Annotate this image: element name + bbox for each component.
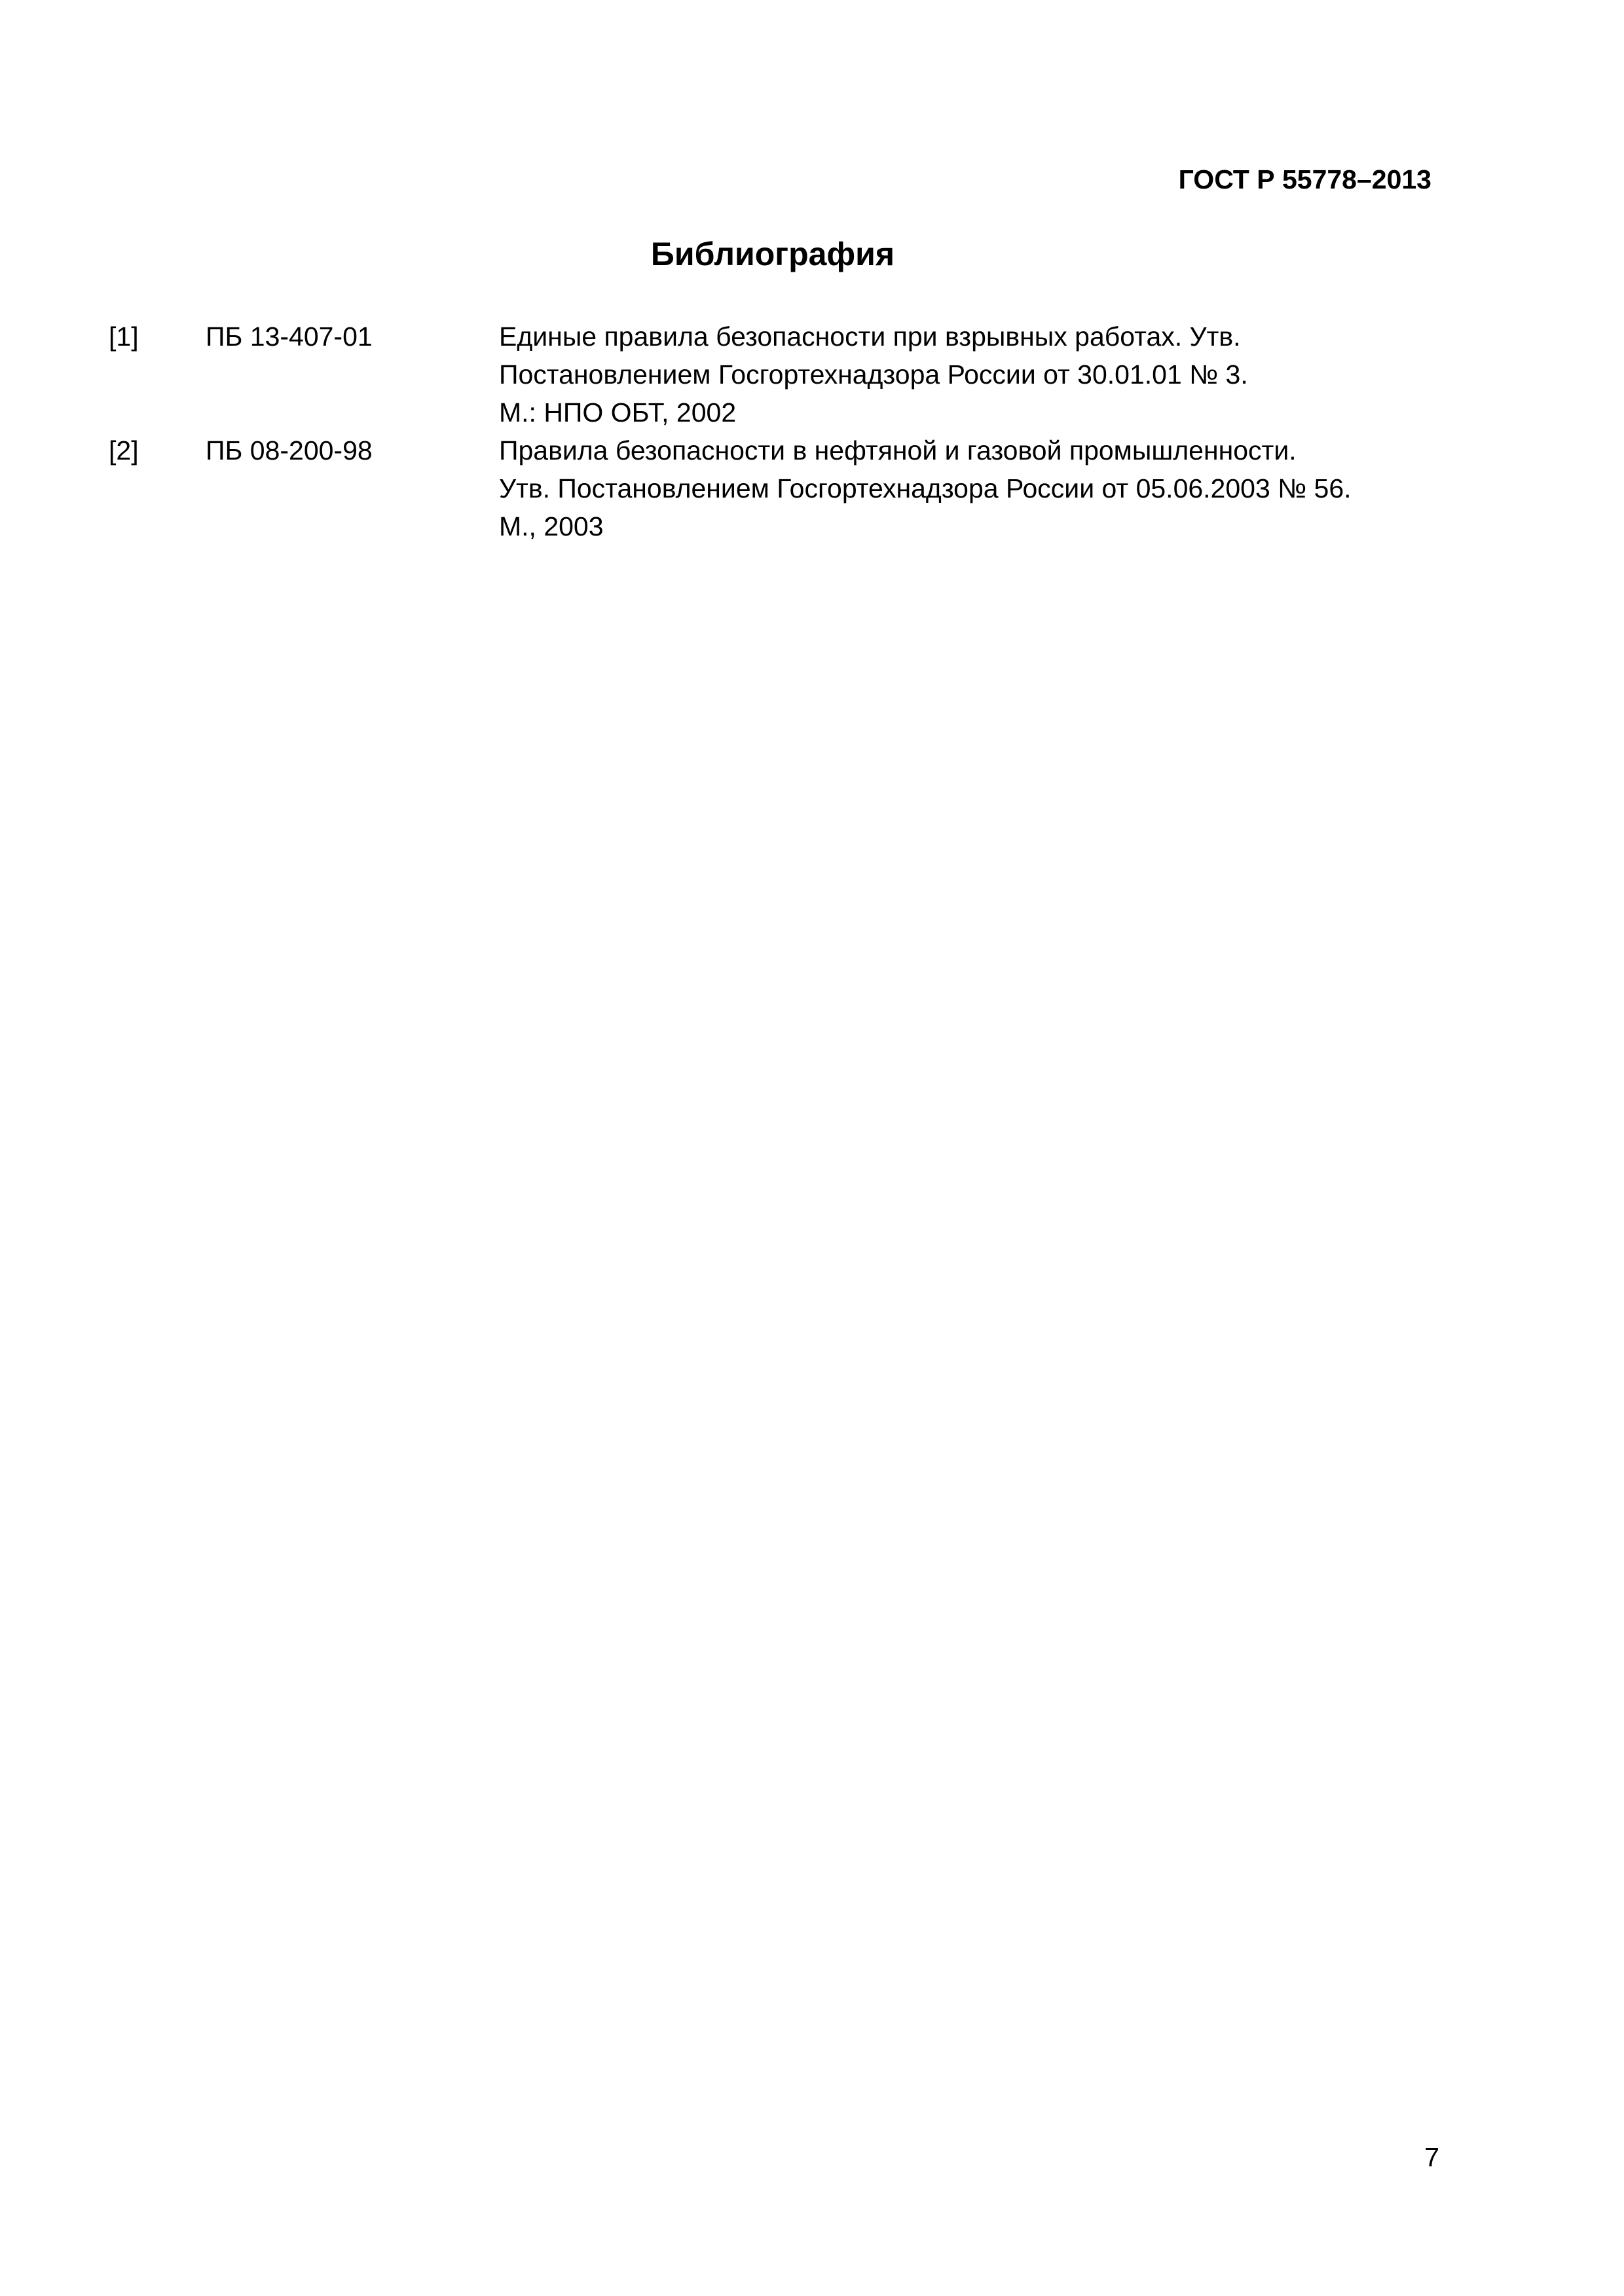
entry-text [499, 318, 1438, 431]
page-number: 7 [1424, 2142, 1439, 2172]
entry-text-line: М., 2003 [499, 511, 604, 541]
bibliography-entry [109, 318, 1438, 431]
entry-text-line: Единые правила безопасности при взрывных работах. Утв. [499, 321, 1241, 352]
entry-number: [2] [109, 435, 139, 465]
entry-text-line: Правила безопасности в нефтяной и газовой промышленности. [499, 435, 1297, 465]
entry-text-line: Постановлением Госгортехнадзора России от 30.01.01 № 3. [499, 359, 1248, 390]
entry-code: ПБ 08-200-98 [206, 435, 373, 465]
entry-number: [1] [109, 321, 139, 352]
bibliography-list [109, 318, 1438, 545]
entry-text-line: М.: НПО ОБТ, 2002 [499, 397, 737, 428]
entry-code: ПБ 13-407-01 [206, 321, 373, 352]
document-code: ГОСТ Р 55778–2013 [1178, 164, 1431, 194]
entry-text-line: Утв. Постановлением Госгортехнадзора России от 05.06.2003 № 56. [499, 473, 1352, 503]
section-title: Библиография [650, 236, 895, 272]
bibliography-entry [109, 431, 1438, 545]
entry-text [499, 431, 1438, 545]
